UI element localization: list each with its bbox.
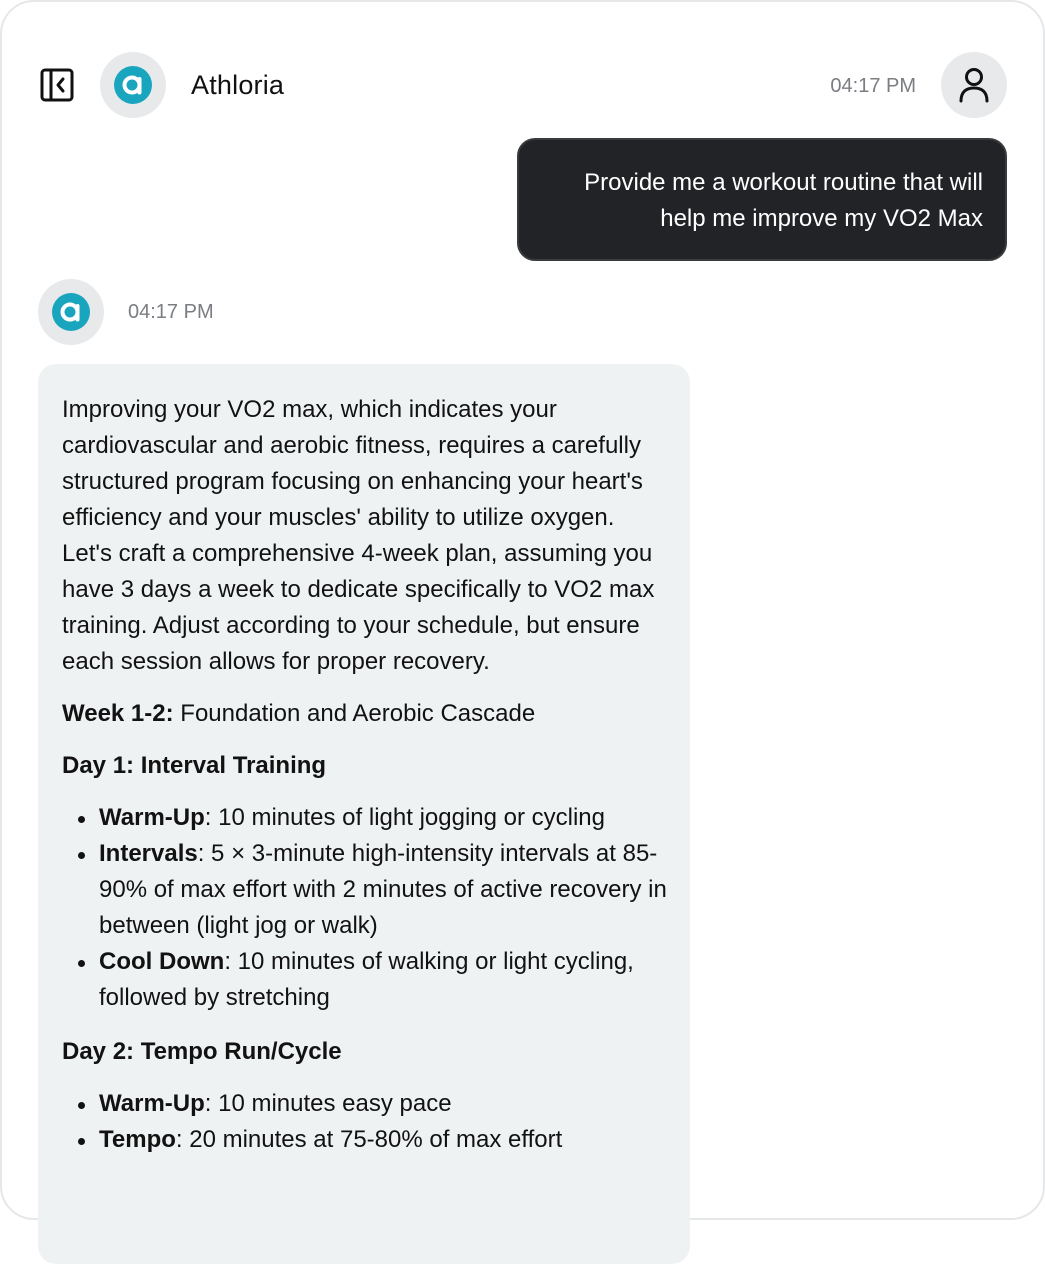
- item-text: : 10 minutes of walking or light cycling, followed by stretching: [99, 948, 634, 1011]
- day-items-list: [62, 800, 668, 1016]
- user-message-timestamp: 04:17 PM: [830, 75, 916, 97]
- day-items-list: [62, 1086, 668, 1158]
- list-item: [62, 1122, 668, 1158]
- user-icon: [957, 66, 991, 104]
- item-label: Warm-Up: [99, 1090, 205, 1117]
- intro-paragraph: Improving your VO2 max, which indicates your cardiovascular and aerobic fitness, requires a carefully structured program focusing on enhancing your heart's efficiency and your muscles' ability to utilize oxygen. Let's craft a comprehensive 4-week plan, assuming you have 3 days a week to dedicate specifically to VO2 max training. Adjust according to your schedule, but ensure each session allows for proper recovery.: [62, 396, 655, 675]
- user-message-text: Provide me a workout routine that will help me improve my VO2 Max: [584, 169, 983, 232]
- bot-message-bubble: [38, 364, 690, 1264]
- user-message-bubble: [517, 138, 1007, 261]
- bot-name: Athloria: [191, 70, 285, 100]
- athloria-logo-icon: [114, 66, 152, 104]
- panel-left-collapse-icon: [40, 68, 74, 102]
- item-label: Intervals: [99, 840, 198, 867]
- item-label: Cool Down: [99, 948, 225, 975]
- list-item: [62, 836, 668, 944]
- item-text: : 20 minutes at 75-80% of max effort: [175, 1126, 563, 1153]
- item-label: Tempo: [99, 1126, 176, 1153]
- sidebar-toggle-button[interactable]: [40, 68, 74, 102]
- item-text: : 10 minutes of light jogging or cycling: [204, 804, 605, 831]
- list-item: [62, 800, 668, 836]
- bot-message-timestamp: 04:17 PM: [128, 301, 214, 323]
- item-text: : 5 × 3-minute high-intensity intervals at 85-90% of max effort with 2 minutes of active recovery in between (light jog or walk): [99, 840, 667, 939]
- athloria-logo-icon: [52, 293, 90, 331]
- user-avatar-button[interactable]: [941, 52, 1007, 118]
- week-label: Week 1-2:: [62, 700, 174, 727]
- item-label: Warm-Up: [99, 804, 205, 831]
- item-text: : 10 minutes easy pace: [204, 1090, 452, 1117]
- week-title: Foundation and Aerobic Cascade: [173, 700, 536, 727]
- list-item: [62, 1086, 668, 1122]
- week-heading: [62, 696, 668, 732]
- day-heading: Day 1: Interval Training: [62, 752, 327, 779]
- bot-message-avatar: [38, 279, 104, 345]
- list-item: [62, 944, 668, 1016]
- day-heading: Day 2: Tempo Run/Cycle: [62, 1038, 342, 1065]
- bot-avatar: [100, 52, 166, 118]
